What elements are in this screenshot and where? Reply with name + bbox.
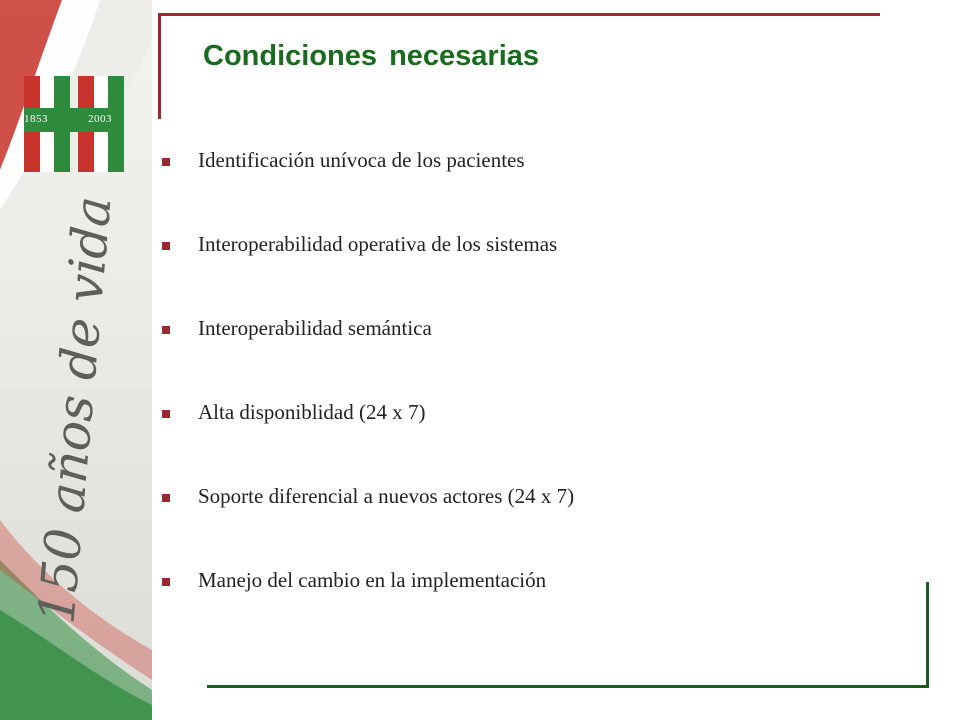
bullet-item	[162, 229, 574, 313]
frame-bottom-line	[207, 685, 929, 688]
bullet-item	[162, 313, 574, 397]
square-bullet-icon	[162, 494, 170, 502]
bullet-text: Manejo del cambio en la implementación	[198, 568, 547, 592]
bullet-text: Soporte diferencial a nuevos actores (24 x 7)	[198, 484, 575, 508]
frame-top-left-line	[158, 13, 161, 119]
frame-top-line	[158, 13, 880, 16]
square-bullet-icon	[162, 578, 170, 586]
square-bullet-icon	[162, 410, 170, 418]
bullet-text: Identificación unívoca de los pacientes	[198, 148, 525, 172]
banner-tagline: 150 años de vida	[27, 194, 123, 626]
square-bullet-icon	[162, 326, 170, 334]
bullet-item	[162, 565, 574, 649]
square-bullet-icon	[162, 158, 170, 166]
bullet-item	[162, 397, 574, 481]
logo-year-start: 1853	[24, 113, 48, 125]
bullet-item	[162, 145, 574, 229]
bullet-list	[162, 145, 574, 649]
anniversary-banner	[0, 0, 152, 720]
bullet-item	[162, 481, 574, 565]
logo-year-end: 2003	[88, 113, 112, 125]
slide-title: Condiciones necesarias	[203, 40, 540, 72]
frame-bottom-right-line	[926, 582, 929, 688]
square-bullet-icon	[162, 242, 170, 250]
bullet-text: Interoperabilidad semántica	[198, 316, 432, 340]
bullet-text: Interoperabilidad operativa de los sistemas	[198, 232, 558, 256]
bullet-text: Alta disponiblidad (24 x 7)	[198, 400, 426, 424]
